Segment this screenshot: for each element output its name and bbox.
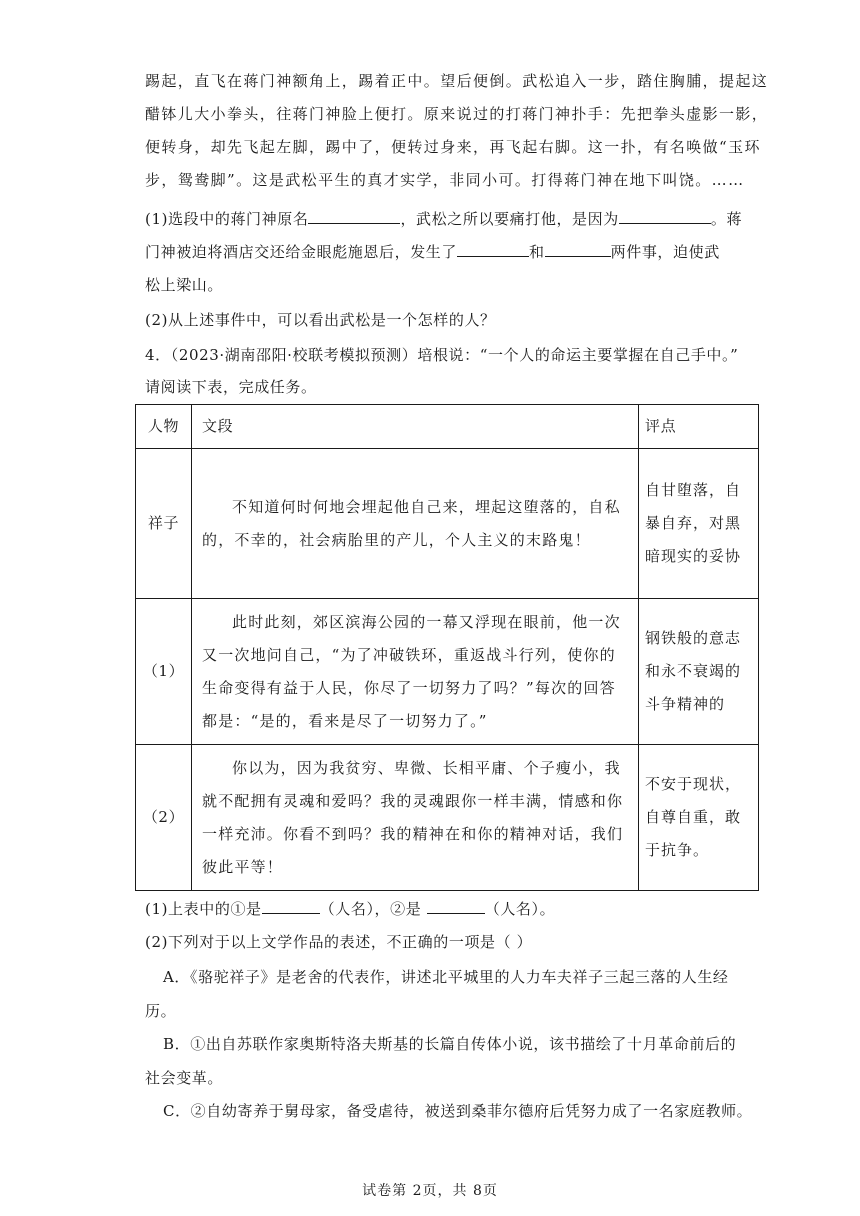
answer-blank[interactable] bbox=[308, 209, 400, 224]
row-comment: 钢铁般的意志和永不衰竭的斗争精神的 bbox=[645, 629, 742, 713]
row-passage: 此时此刻，郊区滨海公园的一幕又浮现在眼前，他一次又一次地问自己，“为了冲破铁环，重返战斗行列，使你的生命变得有益于人民，你尽了一切努力了吗？”每次的回答都是：“是的，看来是尽了一切努力了。” bbox=[202, 612, 621, 730]
q3-text: 和 bbox=[529, 243, 545, 261]
q3-text: 。蒋 bbox=[710, 210, 743, 228]
q4-intro-line2: 请阅读下表，完成任务。 bbox=[145, 378, 317, 396]
header-passage: 文段 bbox=[192, 405, 639, 449]
row-person: （2） bbox=[136, 745, 192, 891]
q3-text: 门神被迫将酒店交还给金眼彪施恩后，发生了 bbox=[145, 243, 458, 261]
row-person: （1） bbox=[136, 599, 192, 745]
q3-text: ，武松之所以要痛打他，是因为 bbox=[400, 210, 619, 228]
passage-line-4: 步，鸳鸯脚”。这是武松平生的真才实学，非同小可。打得蒋门神在地下叫饶。…… bbox=[145, 171, 745, 189]
header-comment: 评点 bbox=[639, 405, 759, 449]
row-comment: 自甘堕落，自暴自弃，对黑暗现实的妥协 bbox=[645, 481, 742, 565]
option-c-line1: C．②自幼寄养于舅母家，备受虐待，被送到桑菲尔德府后凭努力成了一名家庭教师。 bbox=[163, 1102, 753, 1120]
header-person: 人物 bbox=[136, 405, 192, 449]
character-table bbox=[135, 404, 759, 891]
answer-blank[interactable] bbox=[619, 209, 711, 224]
q3-part2: (2)从上述事件中，可以看出武松是一个怎样的人？ bbox=[145, 311, 496, 329]
option-a-line2: 历。 bbox=[145, 1002, 177, 1020]
table-row bbox=[136, 449, 759, 599]
q4-part2: (2)下列对于以上文学作品的表述，不正确的一项是（ ） bbox=[145, 933, 533, 951]
passage-line-2: 醋钵儿大小拳头，往蒋门神脸上便打。原来说过的打蒋门神扑手：先把拳头虚影一影， bbox=[145, 105, 769, 123]
option-b-line1: B．①出自苏联作家奥斯特洛夫斯基的长篇自传体小说，该书描绘了十月革命前后的 bbox=[163, 1035, 737, 1053]
row-comment: 不安于现状，自尊自重，敢于抗争。 bbox=[645, 775, 742, 859]
q3-part1-line2 bbox=[145, 242, 725, 262]
q4-text: （人名），②是 bbox=[319, 900, 427, 918]
q4-part1 bbox=[145, 899, 725, 919]
q4-text: （人名）。 bbox=[484, 900, 556, 918]
option-b-line2: 社会变革。 bbox=[145, 1069, 224, 1087]
row-passage: 你以为，因为我贫穷、卑微、长相平庸、个子瘦小，我就不配拥有灵魂和爱吗？我的灵魂跟你一样丰满，情感和你一样充沛。你看不到吗？我的精神在和你的精神对话，我们彼此平等！ bbox=[202, 758, 624, 876]
table-header-row bbox=[136, 405, 759, 449]
option-a-line1: A．《骆驼祥子》是老舍的代表作，讲述北平城里的人力车夫祥子三起三落的人生经 bbox=[163, 968, 729, 986]
page-footer: 试卷第 2页，共 8页 bbox=[362, 1183, 498, 1199]
q3-part1-line3: 松上梁山。 bbox=[145, 276, 224, 294]
row-person: 祥子 bbox=[136, 449, 192, 599]
passage-line-3: 便转身，却先飞起左脚，踢中了，便转过身来，再飞起右脚。这一扑，有名唤做“玉环 bbox=[145, 138, 761, 156]
q3-text: (1)选段中的蒋门神原名 bbox=[145, 210, 309, 228]
answer-blank[interactable] bbox=[457, 242, 529, 257]
answer-blank[interactable] bbox=[427, 899, 485, 914]
answer-blank[interactable] bbox=[262, 899, 320, 914]
q4-text: (1)上表中的①是 bbox=[145, 900, 262, 918]
table-row bbox=[136, 745, 759, 891]
row-passage: 不知道何时何地会埋起他自己来，埋起这堕落的，自私的，不幸的，社会病胎里的产儿，个人主义的末路鬼！ bbox=[202, 497, 621, 549]
passage-line-1: 踢起，直飞在蒋门神额角上，踢着正中。望后便倒。武松追入一步，踏住胸脯，提起这 bbox=[145, 72, 769, 90]
answer-blank[interactable] bbox=[545, 242, 611, 257]
q3-text: 两件事，迫使武 bbox=[610, 243, 720, 261]
q4-intro-line1: 4．（2023·湖南邵阳·校联考模拟预测）培根说：“一个人的命运主要掌握在自己手中。” bbox=[145, 346, 739, 364]
q3-part1-line1 bbox=[145, 209, 743, 229]
table-row bbox=[136, 599, 759, 745]
